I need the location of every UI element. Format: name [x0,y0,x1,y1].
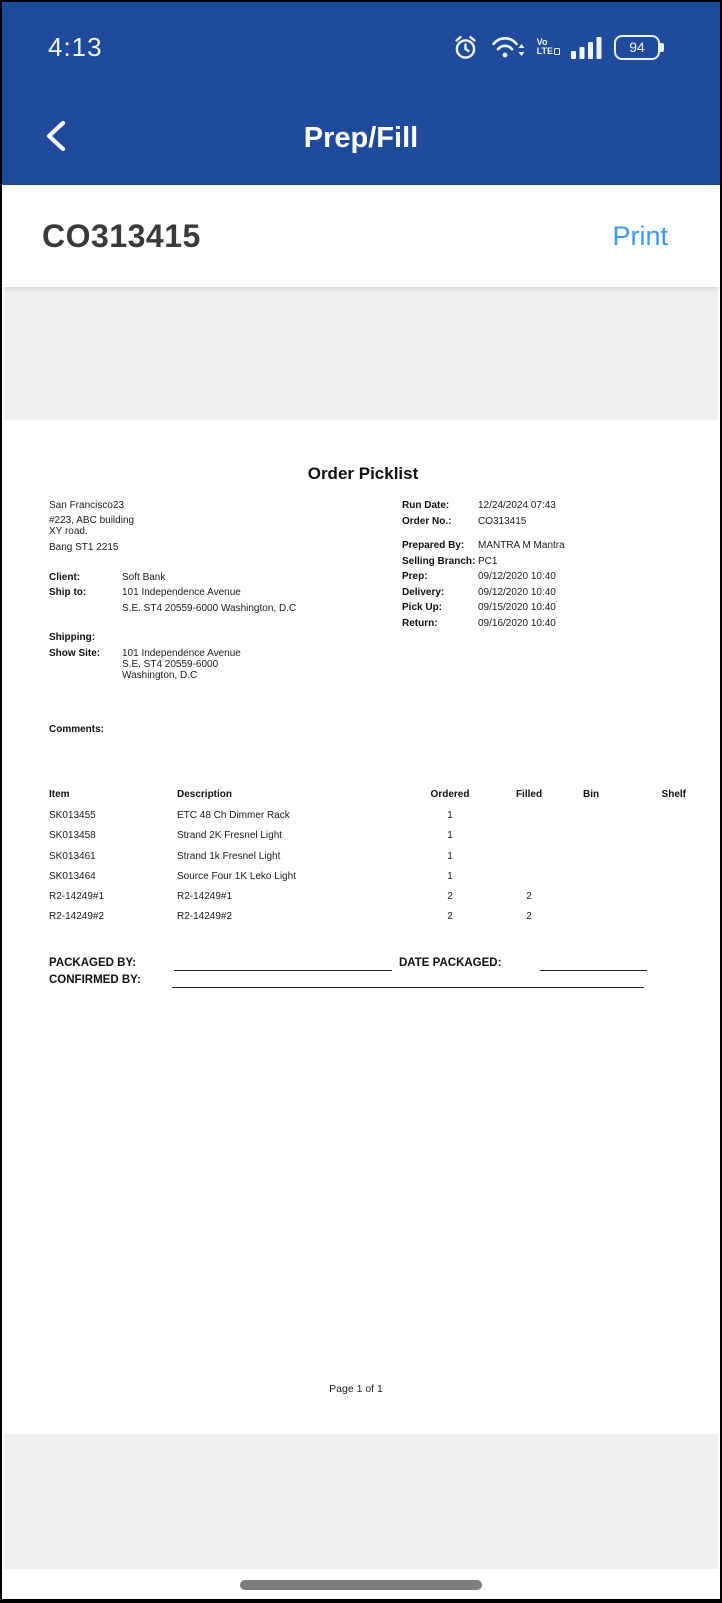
col-header-ordered: Ordered [430,789,470,800]
meta-label: Run Date: [402,500,450,511]
cell-filled [475,806,583,826]
col-header-item: Item [49,789,70,800]
col-header-bin: Bin [583,789,600,800]
table-row [49,867,686,887]
cell-bin [583,907,635,927]
show-site-label: Show Site: [49,648,101,659]
meta-row [402,498,565,514]
packaged-by-line [174,970,392,971]
cell-filled: 2 [526,891,532,903]
cell-item: R2-14249#2 [49,911,105,923]
battery-icon [614,35,660,60]
table-header-row [49,788,686,801]
meta-label: Pick Up: [402,602,443,613]
volte-line2: LTE [536,46,553,56]
cell-bin [583,806,635,826]
table-row [49,826,686,846]
meta-row [402,616,565,632]
cell-bin [583,847,635,867]
cell-bin [583,826,635,846]
confirmed-by-label: CONFIRMED BY: [49,974,141,986]
meta-value: 09/12/2020 10:40 [478,586,556,598]
company-address-block [49,498,134,555]
cell-description: R2-14249#1 [177,891,233,903]
order-number: CO313415 [42,217,201,254]
meta-label: Prep: [402,571,428,582]
ship-to-label: Ship to: [49,587,87,598]
order-meta-block [402,498,565,631]
cell-item: SK013461 [49,850,96,862]
meta-row [402,569,565,585]
cell-item: SK013455 [49,810,96,821]
packaged-by-label: PACKAGED BY: [49,957,137,969]
cell-ordered: 1 [447,870,453,882]
company-line: Bang ST1 2215 [49,542,119,553]
cell-filled [475,826,583,846]
cell-bin [583,867,635,887]
cell-item: R2-14249#1 [49,891,105,903]
show-site-line: 101 Independence Avenue [122,648,241,659]
cell-filled [475,847,583,867]
ship-to-line: S.E. ST4 20559-6000 Washington, D.C [122,603,297,614]
cell-ordered: 1 [447,810,453,821]
date-packaged-line [540,970,647,971]
volte-hd-box [554,48,560,55]
volte-badge [537,38,560,56]
meta-label: Prepared By: [402,540,465,551]
comments-label: Comments: [49,724,105,735]
cell-shelf [635,806,686,826]
cell-shelf [635,847,686,867]
cell-shelf [635,826,686,846]
meta-label: Selling Branch: [402,555,476,567]
picklist-table [49,788,686,928]
shipping-label: Shipping: [49,632,96,643]
cell-ordered: 2 [447,911,453,923]
meta-label: Return: [402,617,438,629]
cell-item: SK013464 [49,870,96,882]
meta-row [402,538,565,554]
meta-row [402,554,565,570]
page-title: Prep/Fill [303,122,419,154]
cell-shelf [635,887,686,907]
alarm-icon [452,34,479,61]
meta-row [402,514,565,530]
meta-value: MANTRA M Mantra [478,540,565,551]
cell-description: ETC 48 Ch Dimmer Rack [177,810,290,821]
navigation-bar [2,1569,720,1601]
meta-value: 12/24/2024 07:43 [478,500,556,511]
cell-ordered: 1 [447,850,453,862]
cell-shelf [635,867,686,887]
col-header-shelf: Shelf [661,789,686,800]
cell-description: Strand 2K Fresnel Light [177,830,283,842]
volte-line1: Vo [536,37,548,47]
cell-description: Source Four 1K Leko Light [177,870,296,882]
show-site-line: Washington, D.C [122,670,198,681]
cell-bin [583,887,635,907]
cell-description: Strand 1k Fresnel Light [177,850,281,862]
chevron-left-icon [43,118,69,154]
page-number: Page 1 of 1 [329,1383,383,1395]
cell-filled: 2 [526,911,532,923]
print-button[interactable]: Print [612,220,668,251]
date-packaged-label: DATE PACKAGED: [399,957,502,969]
company-line: #223, ABC building [49,515,135,526]
col-header-description: Description [177,789,233,800]
back-button[interactable] [26,106,86,166]
table-row [49,806,686,826]
meta-row [402,585,565,601]
meta-row [402,600,565,616]
viewer-background-top [4,287,718,420]
meta-label: Delivery: [402,586,445,598]
show-site-address [122,648,241,681]
status-time: 4:13 [48,31,103,62]
app-header [2,92,720,185]
table-row [49,847,686,867]
table-row [49,907,686,927]
status-bar [2,2,720,92]
cell-filled [475,867,583,887]
company-line: San Francisco23 [49,500,125,511]
table-row [49,887,686,907]
cell-ordered: 2 [447,891,453,903]
cell-shelf [635,907,686,927]
cell-ordered: 1 [447,830,453,842]
confirmed-by-line [172,987,644,988]
meta-label: Order No.: [402,515,452,527]
ship-to-line: 101 Independence Avenue [122,587,241,598]
show-site-line: S.E. ST4 20559-6000 [122,659,219,670]
client-value: Soft Bank [122,572,166,583]
viewer-background-bottom [4,1434,718,1569]
status-icons [452,34,660,61]
document-preview [2,420,722,1434]
meta-value: CO313415 [478,515,527,527]
home-indicator[interactable] [240,1580,482,1590]
order-bar [2,185,720,287]
meta-value: PC1 [478,555,498,567]
document-title: Order Picklist [307,464,419,483]
col-header-filled: Filled [515,789,543,800]
cell-description: R2-14249#2 [177,911,233,923]
meta-value: 09/12/2020 10:40 [478,571,556,582]
meta-value: 09/15/2020 10:40 [478,602,556,613]
cell-item: SK013458 [49,830,96,842]
battery-percent: 94 [629,39,645,55]
signal-bars-icon [571,34,603,60]
client-label: Client: [49,572,81,583]
wifi-icon [490,34,526,60]
meta-value: 09/16/2020 10:40 [478,617,556,629]
company-line: XY road. [49,526,88,537]
